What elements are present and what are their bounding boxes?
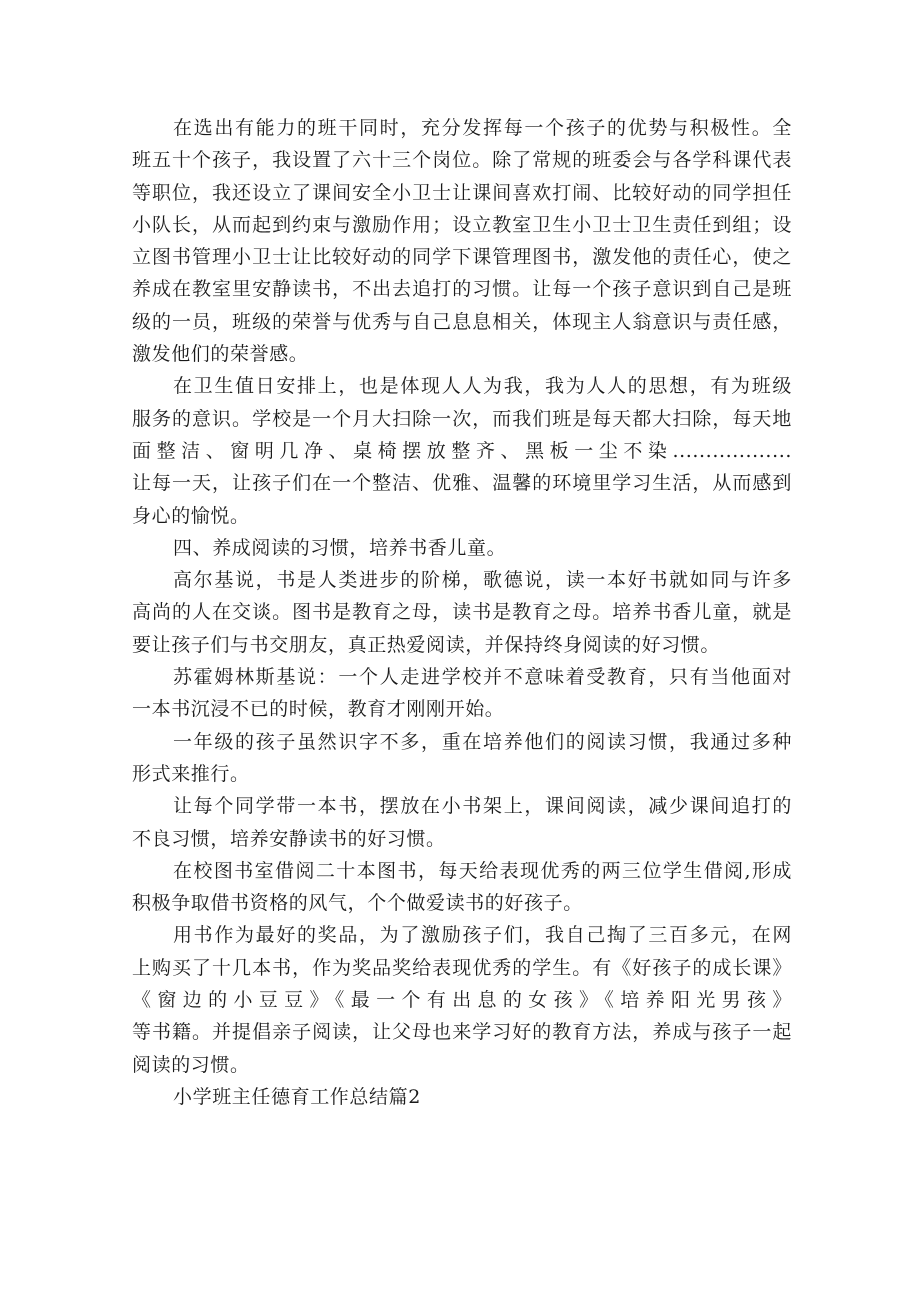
text-line: 苏霍姆林斯基说：一个人走进学校并不意味着受教育，只有当他面对 <box>173 666 792 689</box>
text-line: 高尔基说，书是人类进步的阶梯，歌德说，读一本好书就如同与许多 <box>173 569 792 592</box>
paragraph-p10 <box>132 1081 792 1113</box>
text-line: 一本书沉浸不已的时候，教育才刚刚开始。 <box>132 698 505 721</box>
text-line: 用书作为最好的奖品，为了激励孩子们，我自己掏了三百多元，在网 <box>173 924 792 947</box>
text-line: 上购买了十几本书，作为奖品奖给表现优秀的学生。有《好孩子的成长课》 <box>132 956 792 979</box>
text-line: 小学班主任德育工作总结篇2 <box>173 1085 421 1108</box>
paragraph-p8 <box>132 855 792 920</box>
text-line: 让每个同学带一本书，摆放在小书架上，课间阅读，减少课间追打的 <box>173 795 792 818</box>
text-line: 让每一天，让孩子们在一个整洁、优雅、温馨的环境里学习生活，从而感到 <box>132 472 792 495</box>
text-line: 阅读的习惯。 <box>132 1053 250 1076</box>
paragraph-p9 <box>132 919 792 1080</box>
text-line: 身心的愉悦。 <box>132 504 250 527</box>
document-page <box>132 112 792 1113</box>
text-line: 积极争取借书资格的风气，个个做爱读书的好孩子。 <box>132 892 583 915</box>
text-line: 面整洁、窗明几净、桌椅摆放整齐、黑板一尘不染.................. <box>132 439 792 462</box>
paragraph-p2 <box>132 370 792 531</box>
text-line: 在校图书室借阅二十本图书，每天给表现优秀的两三位学生借阅,形成 <box>173 859 792 882</box>
text-line: 四、养成阅读的习惯，培养书香儿童。 <box>173 536 507 559</box>
text-line: 服务的意识。学校是一个月大扫除一次，而我们班是每天都大扫除，每天地 <box>132 407 792 430</box>
text-line: 班五十个孩子，我设置了六十三个岗位。除了常规的班委会与各学科课代表 <box>132 149 792 172</box>
text-line: 不良习惯，培养安静读书的好习惯。 <box>132 827 446 850</box>
text-line: 激发他们的荣誉感。 <box>132 343 309 366</box>
paragraph-p7 <box>132 790 792 855</box>
text-line: 立图书管理小卫士让比较好动的同学下课管理图书，激发他的责任心，使之 <box>132 246 792 269</box>
text-line: 在卫生值日安排上，也是体现人人为我，我为人人的思想，有为班级 <box>173 375 792 398</box>
text-line: 高尚的人在交谈。图书是教育之母，读书是教育之母。培养书香儿童，就是 <box>132 601 792 624</box>
paragraph-p3 <box>132 532 792 564</box>
text-line: 等书籍。并提倡亲子阅读，让父母也来学习好的教育方法，养成与孩子一起 <box>132 1021 792 1044</box>
paragraph-p4 <box>132 564 792 661</box>
text-line: 等职位，我还设立了课间安全小卫士让课间喜欢打闹、比较好动的同学担任 <box>132 181 792 204</box>
text-line: 要让孩子们与书交朋友，真正热爱阅读，并保持终身阅读的好习惯。 <box>132 633 721 656</box>
text-line: 一年级的孩子虽然识字不多，重在培养他们的阅读习惯，我通过多种 <box>173 730 792 753</box>
paragraph-p6 <box>132 726 792 791</box>
text-line: 级的一员，班级的荣誉与优秀与自己息息相关，体现主人翁意识与责任感， <box>132 310 792 333</box>
paragraph-p5 <box>132 661 792 726</box>
text-line: 在选出有能力的班干同时，充分发挥每一个孩子的优势与积极性。全 <box>173 117 792 139</box>
text-line: 形式来推行。 <box>132 762 250 785</box>
text-line: 《窗边的小豆豆》《最一个有出息的女孩》《培养阳光男孩》 <box>132 989 792 1012</box>
text-line: 小队长，从而起到约束与激励作用；设立教室卫生小卫士卫生责任到组；设 <box>132 213 792 236</box>
paragraph-p1 <box>132 112 792 370</box>
text-line: 养成在教室里安静读书，不出去追打的习惯。让每一个孩子意识到自己是班 <box>132 278 792 301</box>
